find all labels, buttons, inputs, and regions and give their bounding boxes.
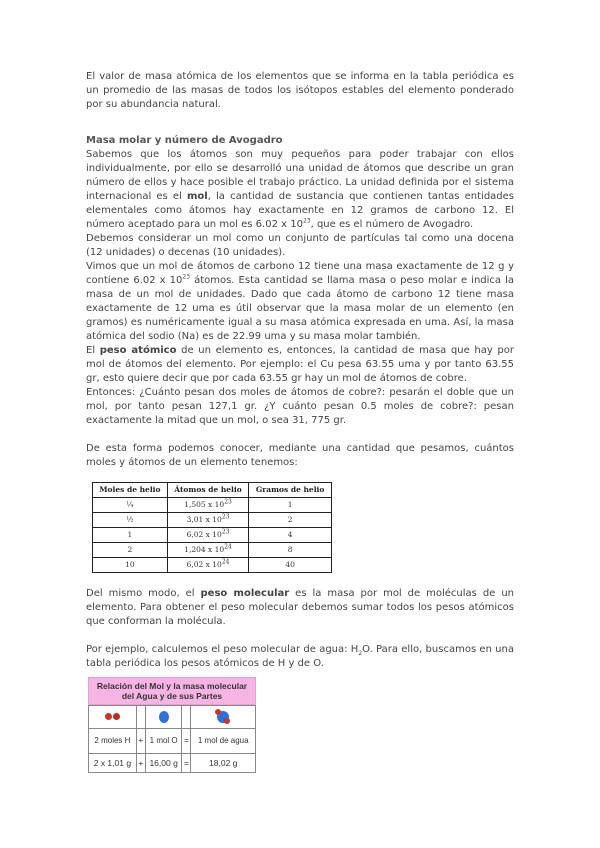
helium-table — [92, 482, 332, 573]
table-row: 2 1,204 x $10^{24}$ 8 — [93, 543, 332, 558]
grams-row: 2 x 1,01 g + 16,00 g = 18,02 g — [89, 754, 256, 773]
agua-example-paragraph: Por ejemplo, calculemos el peso molecular de agua: $H_2O$. Para ello, buscamos en una tabla periódica los pesos atómicos de H y de O. — [86, 644, 514, 669]
hydrogen-atoms-icon — [89, 706, 137, 729]
moles-intro-paragraph: De esta forma podemos conocer, mediante una cantidad que pesamos, cuántos moles y átomos de un elemento tenemos: — [86, 443, 514, 468]
section-heading: Masa molar y número de Avogadro — [86, 135, 283, 146]
table-row: 10 6,02 x $10^{24}$ 40 — [93, 558, 332, 573]
header-gramos: Gramos de helio — [249, 483, 332, 498]
mol-docena-paragraph: Debemos considerar un mol como un conjunto de partículas tal como una docena (12 unidades) o decenas (10 unidades). — [86, 233, 514, 258]
peso-atomico-term: peso atómico — [99, 345, 177, 356]
avogadro-paragraph: Sabemos que los átomos son muy pequeños para poder trabajar con ellos individualmente, por ello se desarrolló una unidad de átomos que describe un gran número de ellos y hace posible el trabajo práctico. La unidad definida por el sistema internacional es el mol, la cantidad de sustancia que contienen tantas entidades elementales como átomos hay exactamente en 12 gramos de carbono 12. El número aceptado para un mol es 6.02 x $10^{23}$, que es el número de Avogadro. — [86, 149, 515, 230]
header-atomos: Átomos de helio — [167, 483, 249, 498]
mol-term: mol — [186, 191, 208, 202]
masa-molar-paragraph: Vimos que un mol de átomos de carbono 12 tiene una masa exactamente de 12 g y contiene 6.02 x $10^{23}$ átomos. Esta cantidad se llama masa o peso molar e indica la masa de un mol de unidades. Dado que cada átomo de carbono 12 tiene masa exactamente de 12 uma es útil observar que la masa molar de un elemento (en gramos) es numéricamente igual a su masa atómica expresada en uma. Así, la masa atómica del sodio (Na) es de 22.99 uma y su masa molar también. — [86, 261, 514, 342]
table-row: 1 6,02 x $10^{23}$ 4 — [93, 528, 332, 543]
document-page — [86, 70, 514, 773]
peso-atomico-paragraph: El peso atómico de un elemento es, entonces, la cantidad de masa que hay por mol de átomos del elemento. Por ejemplo: el Cu pesa 63.55 uma y por tanto 63.55 gr, esto quiere decir que por cada 63.55 gr hay un mol de átomos de cobre. — [86, 345, 514, 384]
peso-molecular-term: peso molecular — [200, 588, 290, 599]
oxygen-atom-icon — [145, 706, 182, 729]
cobre-paragraph: Entonces: ¿Cuánto pesan dos moles de átomos de cobre?: pesarán el doble que un mol, por tanto pesan 127,1 gr. ¿Y cuánto pesan 0.5 moles de cobre?: pesan exactamente la mitad que un mol, o sea 31, 775 gr. — [86, 387, 514, 426]
intro-paragraph: El valor de masa atómica de los elementos que se informa en la tabla periódica es un promedio de las masas de todos los isótopos estables del elemento ponderado por su abundancia natural. — [86, 71, 514, 110]
water-table-title: Relación del Mol y la masa molecular del Agua y de sus Partes — [88, 677, 256, 705]
header-moles: Moles de helio — [93, 483, 168, 498]
water-mol-table — [88, 677, 256, 773]
water-molecule-icon — [191, 706, 256, 729]
peso-molecular-paragraph: Del mismo modo, el peso molecular es la masa por mol de moléculas de un elemento. Para obtener el peso molecular debemos sumar todos los pesos atómicos que conforman la molécula. — [86, 588, 514, 627]
moles-row: 2 moles H + 1 mol O = 1 mol de agua — [89, 729, 256, 754]
table-row: ¼ 1,505 x $10^{23}$ 1 — [93, 498, 332, 513]
atom-icons-row — [89, 706, 256, 729]
helium-header-row — [93, 483, 332, 498]
table-row: ½ 3,01 x $10^{23}$ 2 — [93, 513, 332, 528]
